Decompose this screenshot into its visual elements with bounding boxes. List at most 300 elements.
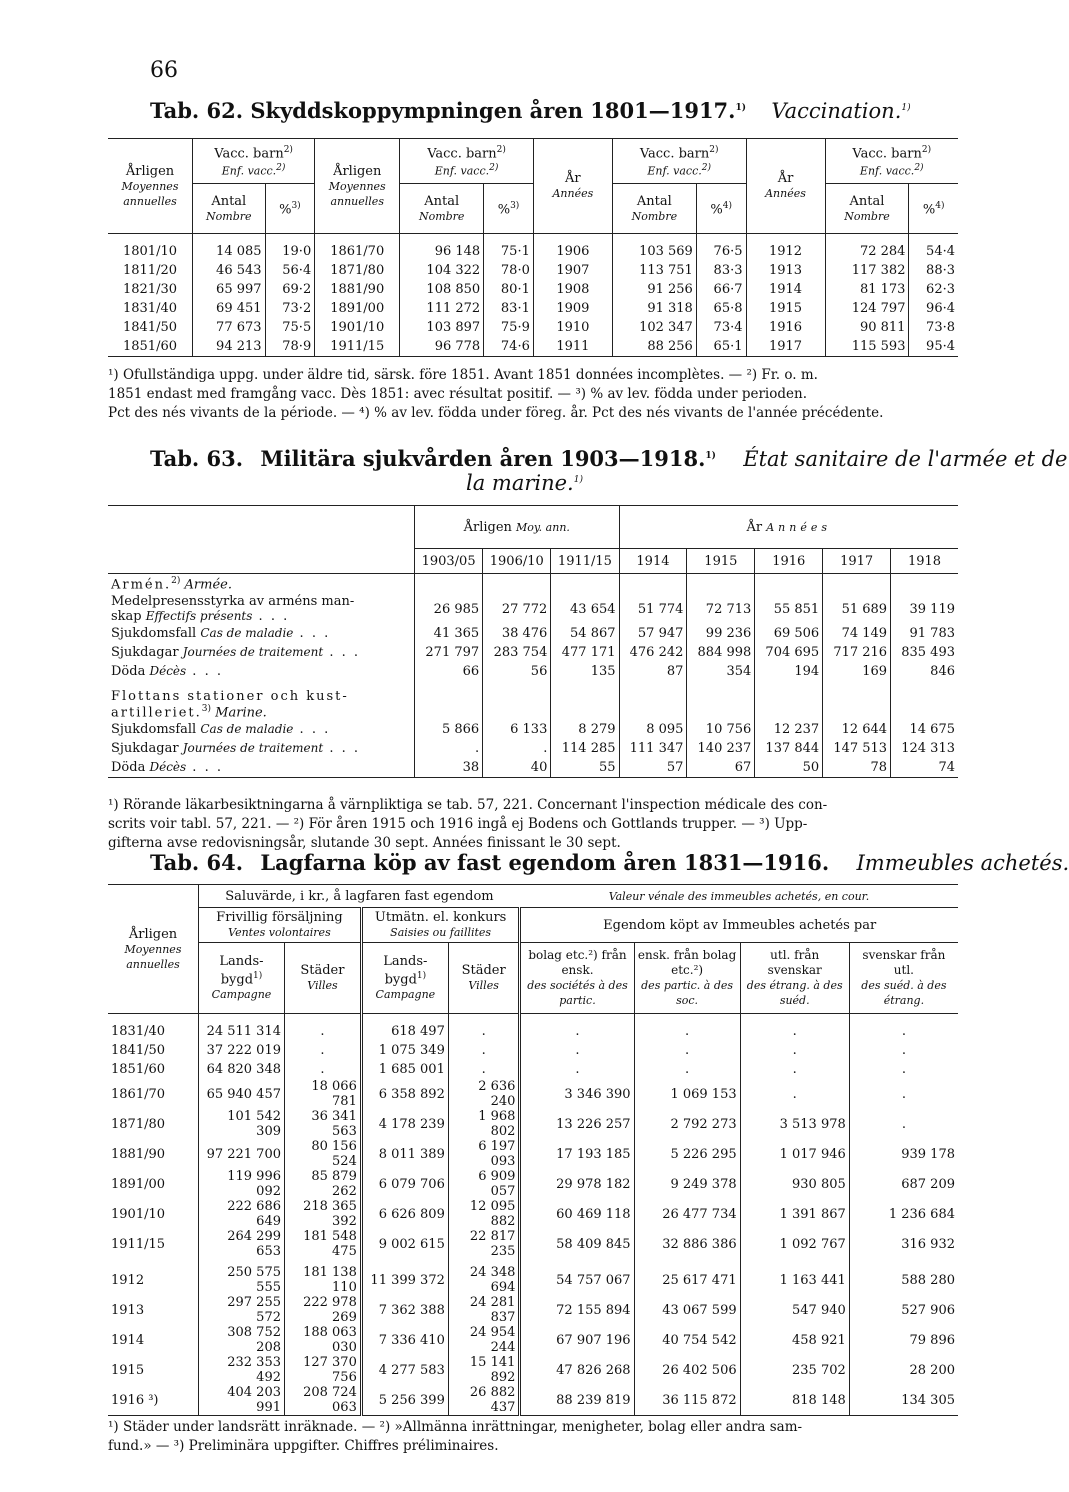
year-cell: 1891/00 <box>315 299 400 318</box>
year-cell: 1871/80 <box>111 1116 166 1132</box>
value-cell: 26 402 506 <box>634 1355 740 1385</box>
leader-dots: . . . <box>293 626 331 641</box>
row-label-fr: Cas de maladie <box>200 722 294 737</box>
value-cell: 36 341 563 <box>285 1109 362 1139</box>
value-cell: 75·1 <box>484 234 534 262</box>
army-section-row <box>108 574 958 595</box>
value-cell: 2 792 273 <box>634 1109 740 1139</box>
value-cell: 67 907 196 <box>520 1325 634 1355</box>
value-cell: . <box>415 739 483 758</box>
table-row <box>108 720 958 739</box>
value-cell: 80·1 <box>484 280 534 299</box>
value-cell: 41 365 <box>415 624 483 643</box>
table-row <box>108 1041 958 1060</box>
tab62-footnote: 1851 endast med framgång vacc. Dès 1851: avec résultat positif. — ³) % av lev. födda under perioden. <box>108 386 807 402</box>
value-cell: . <box>448 1041 520 1060</box>
tab64-body <box>108 1014 958 1416</box>
year-cell: 1861/70 <box>111 1086 166 1102</box>
value-cell: 6 358 892 <box>361 1079 448 1109</box>
value-cell: 26 882 437 <box>448 1385 520 1416</box>
value-cell: 57 <box>619 758 687 778</box>
value-cell: 6 197 093 <box>448 1139 520 1169</box>
tab63-footnote: scrits voir tabl. 57, 221. — ²) För åren 1915 och 1916 ingå ej Bodens och Gottlands trupper. — ³) Upp- <box>108 816 808 832</box>
section-label: Armén. <box>111 577 172 593</box>
year-cell: 1901/10 <box>315 318 400 337</box>
leader-dots: . . . <box>252 609 290 624</box>
value-cell: 66 <box>415 662 483 681</box>
value-cell: 127 370 756 <box>285 1355 362 1385</box>
value-cell: 88 256 <box>612 337 696 357</box>
table-row <box>108 1295 958 1325</box>
tab62-footnote: Pct des nés vivants de la période. — ⁴) % av lev. födda under föreg. år. Pct des nés vivants de l'année précédente. <box>108 405 884 421</box>
value-cell: . <box>285 1041 362 1060</box>
value-cell: 135 <box>551 662 619 681</box>
value-cell: 26 985 <box>415 594 483 624</box>
row-label: Sjukdomsfall <box>111 722 197 738</box>
year-cell: 1909 <box>533 299 612 318</box>
value-cell: 108 850 <box>400 280 484 299</box>
value-cell: . <box>448 1014 520 1042</box>
value-cell: 117 382 <box>825 261 909 280</box>
row-label-fr: Décès <box>149 760 187 775</box>
tab63-title-fr2: la marine.$^{1)}$ <box>466 471 583 495</box>
year-cell: 1913 <box>111 1302 145 1318</box>
value-cell: 54 757 067 <box>520 1259 634 1295</box>
footnote-ref: 2) <box>171 575 181 586</box>
value-cell: 65 940 457 <box>199 1079 285 1109</box>
tab64-head-frivillig: Frivillig försäljning Ventes volontaires <box>199 908 362 943</box>
tab63-table <box>108 505 958 778</box>
value-cell: 73·4 <box>696 318 746 337</box>
value-cell: 308 752 208 <box>199 1325 285 1355</box>
value-cell: 73·2 <box>265 299 315 318</box>
tab62-table: Årligen Moyennes annuelles Vacc. barn$^{2)}$ Enf. vacc.$^{2)}$ Årligen Moyennes annuelles Vacc. barn$^{2)}$ Enf. vacc.$^{2)}$ År Années Vacc. barn$^{2)}$ Enf. vacc.$^{2)}$ År Années Vacc. barn$^{2)}$ Enf. vacc.$^{2)}$ Antal Nombre %$^{3)}$ Antal Nombre %$^{3)}$ Antal Nombre %$^{4)}$ Antal Nombre %$^{4)}$ 1801/10 14 085 19·0 1861/70 96 148 75·1 1906 103 569 76·5 1912 72 284 54·4 1811/20 46 543 56·4 1871/80 104 322 78·0 1907 113 751 83·3 1913 117 382 88·3 1821/30 65 997 69·2 1881/90 108 850 80·1 1908 91 256 66·7 1914 81 173 62·3 1831/40 69 451 73·2 1891/00 111 272 83·1 1909 91 318 65·8 1915 124 797 96·4 1841/50 77 673 75·5 1901/10 103 897 75·9 1910 102 347 73·4 1916 90 811 73·8 1851/60 94 213 78·9 1911/15 96 778 74·6 1911 88 256 65·1 1917 115 593 95·4 <box>108 138 958 357</box>
value-cell: 72 284 <box>825 234 909 262</box>
value-cell: 476 242 <box>619 643 687 662</box>
row-label-fr: Cas de maladie <box>200 626 294 640</box>
value-cell: 3 346 390 <box>520 1079 634 1109</box>
value-cell: 222 686 649 <box>199 1199 285 1229</box>
year-cell: 1916 <box>746 318 825 337</box>
value-cell: . <box>520 1014 634 1042</box>
value-cell: 9 249 378 <box>634 1169 740 1199</box>
value-cell: 24 348 694 <box>448 1259 520 1295</box>
tab64-title-text: Lagfarna köp av fast egendom åren 1831—1916. <box>260 850 830 875</box>
tab62-col-vacc: Vacc. barn$^{2)}$ Enf. vacc.$^{2)}$ <box>193 139 315 184</box>
table-row <box>108 1385 958 1416</box>
value-cell: 222 978 269 <box>285 1295 362 1325</box>
value-cell: 6 626 809 <box>361 1199 448 1229</box>
value-cell: . <box>849 1041 958 1060</box>
tab62-col-ar-c: År Années <box>533 139 612 234</box>
value-cell: 96 148 <box>400 234 484 262</box>
year-cell: 1831/40 <box>122 301 177 316</box>
tab62-col-year-b: Årligen Moyennes annuelles <box>315 139 400 234</box>
value-cell: 29 978 182 <box>520 1169 634 1199</box>
value-cell: 77 673 <box>193 318 266 337</box>
value-cell: . <box>634 1060 740 1079</box>
page-number: 66 <box>150 58 178 83</box>
table-row <box>108 1355 958 1385</box>
value-cell: 101 542 309 <box>199 1109 285 1139</box>
value-cell: 22 817 235 <box>448 1229 520 1259</box>
year-cell: 1801/10 <box>122 244 177 259</box>
value-cell: . <box>634 1041 740 1060</box>
value-cell: 297 255 572 <box>199 1295 285 1325</box>
value-cell: 6 133 <box>483 720 551 739</box>
year-cell: 1901/10 <box>111 1206 166 1222</box>
value-cell: 264 299 653 <box>199 1229 285 1259</box>
table-row <box>108 1259 958 1295</box>
table-row <box>108 234 958 262</box>
value-cell: 1 163 441 <box>740 1259 849 1295</box>
value-cell: 124 313 <box>891 739 958 758</box>
tab63-period-1906-10: 1906/10 <box>483 549 551 574</box>
value-cell: 40 754 542 <box>634 1325 740 1355</box>
spacer-row <box>108 681 958 689</box>
tab64-table: Årligen Moyennes annuelles Saluvärde, i kr., å lagfaren fast egendom Valeur vénale des immeubles achetés, en cour. Frivillig försäljning Ventes volontaires Utmätn. el. konkurs Saisies ou faillites Egendom köpt av Immeubles achetés par Lands- bygd$^{1)}$ Campagne Städer Villes Lands- bygd$^{1)}$ Campagne Städer Villes bolag etc.²) från ensk. des sociétés à des partic. ensk. från bolag etc.²) des partic. à des soc. utl. från svenskar des étrang. à des suéd. svenskar från utl. des suéd. à des étrang. 1831/40 24 511 314 . 618 497 . . . . . 1841/50 37 222 019 . 1 075 349 . . . . . 1851/60 64 820 348 . 1 685 001 . . . . . 1861/70 65 940 457 18 066 781 6 358 892 2 636 240 3 346 390 1 069 153 . . 1871/80 101 542 309 36 341 563 4 178 239 1 968 802 13 226 257 2 792 273 3 513 978 . 1881/90 97 221 700 80 156 524 8 011 389 6 197 093 17 193 185 5 226 295 1 017 946 939 178 1891/00 119 996 092 85 879 262 6 079 706 6 909 057 29 978 182 9 249 378 930 805 687 209 1901/10 222 686 649 218 365 392 6 626 809 12 095 882 60 469 118 26 477 734 1 391 867 1 236 684 1911/15 264 299 653 181 548 475 9 002 615 22 817 235 58 409 845 32 886 386 1 092 767 316 932 1912 250 575 555 181 138 110 11 399 372 24 348 694 54 757 067 25 617 471 1 163 441 588 280 1913 297 255 572 222 978 269 7 362 388 24 281 837 72 155 894 43 067 599 547 940 527 906 1914 308 752 208 188 063 030 7 336 410 24 954 244 67 907 196 40 754 542 458 921 79 896 1915 232 353 492 127 370 756 4 277 583 15 141 892 47 826 268 26 402 506 235 702 28 200 1916 ³) 404 203 991 208 724 063 5 256 399 26 882 437 88 239 819 36 115 872 818 148 134 305 <box>108 884 958 1416</box>
tab63-title-fr: État sanitaire de l'armée et de <box>743 447 1068 471</box>
year-cell: 1914 <box>111 1332 145 1348</box>
value-cell: 43 067 599 <box>634 1295 740 1325</box>
value-cell: 6 079 706 <box>361 1169 448 1199</box>
value-cell: 56 <box>483 662 551 681</box>
year-cell: 1915 <box>746 299 825 318</box>
value-cell: 69 451 <box>193 299 266 318</box>
value-cell: 73·8 <box>909 318 958 337</box>
footnote-ref: 3) <box>201 704 212 714</box>
table-row <box>108 280 958 299</box>
row-label-cont: skap <box>111 609 142 624</box>
value-cell: 111 347 <box>619 739 687 758</box>
table-row <box>108 299 958 318</box>
value-cell: 60 469 118 <box>520 1199 634 1229</box>
value-cell: 188 063 030 <box>285 1325 362 1355</box>
value-cell: 37 222 019 <box>199 1041 285 1060</box>
value-cell: 113 751 <box>612 261 696 280</box>
value-cell: 10 756 <box>687 720 755 739</box>
value-cell: . <box>740 1041 849 1060</box>
value-cell: 79 896 <box>849 1325 958 1355</box>
year-cell: 1841/50 <box>111 1043 166 1058</box>
table-row <box>108 758 958 778</box>
value-cell: 547 940 <box>740 1295 849 1325</box>
year-cell: 1913 <box>746 261 825 280</box>
tab62-col-vacc-d: Vacc. barn$^{2)}$ Enf. vacc.$^{2)}$ <box>825 139 958 184</box>
value-cell: 181 138 110 <box>285 1259 362 1295</box>
tab62-title: Tab. 62. Skyddskoppympningen åren 1801—1917.$^{1)}$ Vaccination.$^{1)}$ <box>150 98 911 123</box>
value-cell: 72 713 <box>687 594 755 624</box>
tab62-number: Tab. 62. <box>150 98 244 123</box>
tab62-body <box>108 234 958 357</box>
navy-section-row <box>108 689 958 720</box>
table-row <box>108 1060 958 1079</box>
value-cell: 124 797 <box>825 299 909 318</box>
year-cell: 1811/20 <box>122 263 177 278</box>
value-cell: 717 216 <box>823 643 891 662</box>
tab63-period-1916: 1916 <box>755 549 823 574</box>
tab63-footnotes <box>108 796 827 853</box>
value-cell: 458 921 <box>740 1325 849 1355</box>
value-cell: 97 221 700 <box>199 1139 285 1169</box>
tab64-head-saluvarde: Saluvärde, i kr., å lagfaren fast egendom <box>199 885 520 908</box>
leader-dots: . . . <box>323 645 360 660</box>
value-cell: 55 <box>551 758 619 778</box>
value-cell: 36 115 872 <box>634 1385 740 1416</box>
value-cell: 404 203 991 <box>199 1385 285 1416</box>
value-cell: 55 851 <box>755 594 823 624</box>
value-cell: 74 149 <box>823 624 891 643</box>
value-cell: 271 797 <box>415 643 483 662</box>
value-cell: . <box>285 1060 362 1079</box>
year-cell: 1881/90 <box>111 1146 166 1162</box>
value-cell: 39 119 <box>891 594 958 624</box>
tab64-title <box>150 850 1069 875</box>
value-cell: 87 <box>619 662 687 681</box>
year-cell: 1821/30 <box>122 282 177 297</box>
year-cell: 1841/50 <box>122 320 177 335</box>
value-cell: 85 879 262 <box>285 1169 362 1199</box>
value-cell: 13 226 257 <box>520 1109 634 1139</box>
value-cell: 1 069 153 <box>634 1079 740 1109</box>
value-cell: . <box>849 1060 958 1079</box>
value-cell: 65·8 <box>696 299 746 318</box>
tab63-footnote: ¹) Rörande läkarbesiktningarna å värnpliktiga se tab. 57, 221. Concernant l'inspection médicale des con- <box>108 797 828 813</box>
value-cell: 119 996 092 <box>199 1169 285 1199</box>
table-row <box>108 1229 958 1259</box>
row-label-fr: Journées de traitement <box>182 645 324 659</box>
value-cell: 17 193 185 <box>520 1139 634 1169</box>
table-row <box>108 1325 958 1355</box>
value-cell: . <box>849 1109 958 1139</box>
value-cell: 51 689 <box>823 594 891 624</box>
table-row <box>108 1079 958 1109</box>
value-cell: 96·4 <box>909 299 958 318</box>
value-cell: 65 997 <box>193 280 266 299</box>
value-cell: 137 844 <box>755 739 823 758</box>
value-cell: 194 <box>755 662 823 681</box>
value-cell: 69·2 <box>265 280 315 299</box>
row-label-fr: Décès <box>149 664 187 678</box>
value-cell: 95·4 <box>909 337 958 357</box>
value-cell: 818 148 <box>740 1385 849 1416</box>
value-cell: 88·3 <box>909 261 958 280</box>
value-cell: 354 <box>687 662 755 681</box>
value-cell: 24 511 314 <box>199 1014 285 1042</box>
value-cell: 78·0 <box>484 261 534 280</box>
leader-dots: . . . <box>293 722 331 738</box>
value-cell: 218 365 392 <box>285 1199 362 1229</box>
value-cell: 66·7 <box>696 280 746 299</box>
year-cell: 1851/60 <box>108 337 193 357</box>
row-label: Sjukdomsfall <box>111 626 197 641</box>
value-cell: 5 256 399 <box>361 1385 448 1416</box>
value-cell: 9 002 615 <box>361 1229 448 1259</box>
tab63-period-1917: 1917 <box>823 549 891 574</box>
value-cell: 18 066 781 <box>285 1079 362 1109</box>
value-cell: . <box>740 1060 849 1079</box>
value-cell: 283 754 <box>483 643 551 662</box>
table-row <box>108 318 958 337</box>
value-cell: 26 477 734 <box>634 1199 740 1229</box>
value-cell: 94 213 <box>193 337 266 357</box>
value-cell: 1 685 001 <box>361 1060 448 1079</box>
tab64-number: Tab. 64. <box>150 850 244 875</box>
table-row <box>108 1169 958 1199</box>
value-cell: 6 909 057 <box>448 1169 520 1199</box>
tab63-period-1911-15: 1911/15 <box>551 549 619 574</box>
value-cell: 24 954 244 <box>448 1325 520 1355</box>
value-cell: 1 017 946 <box>740 1139 849 1169</box>
tab64-footnotes <box>108 1418 802 1456</box>
value-cell: 28 200 <box>849 1355 958 1385</box>
value-cell: 1 092 767 <box>740 1229 849 1259</box>
value-cell: 74 <box>891 758 958 778</box>
value-cell: 939 178 <box>849 1139 958 1169</box>
year-cell: 1881/90 <box>315 280 400 299</box>
value-cell: . <box>849 1014 958 1042</box>
value-cell: 62·3 <box>909 280 958 299</box>
year-cell: 1911 <box>533 337 612 357</box>
value-cell: 134 305 <box>849 1385 958 1416</box>
value-cell: 75·9 <box>484 318 534 337</box>
value-cell: 11 399 372 <box>361 1259 448 1295</box>
row-label: Döda <box>111 760 146 776</box>
value-cell: 103 569 <box>612 234 696 262</box>
value-cell: 208 724 063 <box>285 1385 362 1416</box>
tab62-title-fr: Vaccination. <box>771 99 902 123</box>
value-cell: 56·4 <box>265 261 315 280</box>
value-cell: 14 085 <box>193 234 266 262</box>
tab62-footnote: ¹) Ofullständiga uppg. under äldre tid, särsk. före 1851. Avant 1851 données incomplètes. — ²) Fr. o. m. <box>108 367 818 383</box>
value-cell: 884 998 <box>687 643 755 662</box>
tab64-head-egendom: Egendom köpt av Immeubles achetés par <box>520 908 958 943</box>
value-cell: 835 493 <box>891 643 958 662</box>
value-cell: 64 820 348 <box>199 1060 285 1079</box>
value-cell: 67 <box>687 758 755 778</box>
value-cell: 40 <box>483 758 551 778</box>
value-cell: 58 409 845 <box>520 1229 634 1259</box>
value-cell: . <box>634 1014 740 1042</box>
year-cell: 1831/40 <box>111 1024 166 1039</box>
value-cell: 5 866 <box>415 720 483 739</box>
value-cell: 91 783 <box>891 624 958 643</box>
year-cell: 1915 <box>111 1362 145 1378</box>
value-cell: 114 285 <box>551 739 619 758</box>
table-row <box>108 1199 958 1229</box>
value-cell: 46 543 <box>193 261 266 280</box>
table-row <box>108 1139 958 1169</box>
value-cell: 3 513 978 <box>740 1109 849 1139</box>
value-cell: 43 654 <box>551 594 619 624</box>
year-cell: 1911/15 <box>315 337 400 357</box>
year-cell: 1916 ³) <box>108 1385 199 1416</box>
value-cell: 930 805 <box>740 1169 849 1199</box>
value-cell: 316 932 <box>849 1229 958 1259</box>
value-cell: 74·6 <box>484 337 534 357</box>
section-label-cont: artilleriet. <box>111 705 202 721</box>
section-label: Flottans stationer och kust- <box>111 689 349 704</box>
value-cell: 78·9 <box>265 337 315 357</box>
year-cell: 1912 <box>746 234 825 262</box>
tab64-title-fr: Immeubles achetés. <box>856 851 1069 875</box>
tab64-head-utmatn: Utmätn. el. konkurs Saisies ou faillites <box>361 908 520 943</box>
tab63-title: Tab. 63. Militära sjukvården åren 1903—1918.$^{1)}$ État sanitaire de l'armée et de <box>150 446 1068 471</box>
value-cell: 12 237 <box>755 720 823 739</box>
value-cell: 72 155 894 <box>520 1295 634 1325</box>
value-cell: 5 226 295 <box>634 1139 740 1169</box>
value-cell: 8 279 <box>551 720 619 739</box>
value-cell: 8 095 <box>619 720 687 739</box>
table-row <box>108 662 958 681</box>
value-cell: 50 <box>755 758 823 778</box>
value-cell: . <box>448 1060 520 1079</box>
value-cell: 96 778 <box>400 337 484 357</box>
tab62-col-ar-d: År Années <box>746 139 825 234</box>
year-cell: 1906 <box>533 234 612 262</box>
value-cell: 14 675 <box>891 720 958 739</box>
year-cell: 1891/00 <box>111 1176 166 1192</box>
leader-dots: . . . <box>186 664 223 679</box>
value-cell: 147 513 <box>823 739 891 758</box>
value-cell: . <box>740 1014 849 1042</box>
value-cell: 51 774 <box>619 594 687 624</box>
tab62-col-vacc-c: Vacc. barn$^{2)}$ Enf. vacc.$^{2)}$ <box>612 139 746 184</box>
value-cell: 4 277 583 <box>361 1355 448 1385</box>
year-cell: 1911/15 <box>111 1236 166 1252</box>
value-cell: 81 173 <box>825 280 909 299</box>
value-cell: 115 593 <box>825 337 909 357</box>
value-cell: . <box>520 1041 634 1060</box>
row-label-fr: Journées de traitement <box>182 741 324 756</box>
value-cell: 25 617 471 <box>634 1259 740 1295</box>
value-cell: 102 347 <box>612 318 696 337</box>
year-cell: 1907 <box>533 261 612 280</box>
value-cell: 232 353 492 <box>199 1355 285 1385</box>
value-cell: . <box>285 1014 362 1042</box>
value-cell: 235 702 <box>740 1355 849 1385</box>
tab63-period-1918: 1918 <box>891 549 958 574</box>
tab63-body <box>108 574 958 778</box>
value-cell: 12 095 882 <box>448 1199 520 1229</box>
value-cell: 140 237 <box>687 739 755 758</box>
row-label: Medelpresensstyrka av arméns man- <box>111 594 355 609</box>
value-cell: 704 695 <box>755 643 823 662</box>
tab63-period-1903-05: 1903/05 <box>415 549 483 574</box>
value-cell: 7 362 388 <box>361 1295 448 1325</box>
table-row <box>108 643 958 662</box>
tab64-footnote: ¹) Städer under landsrätt inräknade. — ²) »Allmänna inrättningar, menigheter, bolag eller andra sam- <box>108 1419 803 1435</box>
table-row <box>108 624 958 643</box>
year-cell: 1871/80 <box>315 261 400 280</box>
value-cell: 24 281 837 <box>448 1295 520 1325</box>
value-cell: 588 280 <box>849 1259 958 1295</box>
table-row <box>108 337 958 357</box>
tab64-head-valeur: Valeur vénale des immeubles achetés, en cour. <box>608 889 870 903</box>
tab63-head-arligen: Årligen Moy. ann. <box>415 506 620 549</box>
year-cell: 1861/70 <box>315 234 400 262</box>
tab63-period-1914: 1914 <box>619 549 687 574</box>
year-cell: 1917 <box>746 337 825 357</box>
value-cell: 1 075 349 <box>361 1041 448 1060</box>
value-cell: 527 906 <box>849 1295 958 1325</box>
value-cell: 846 <box>891 662 958 681</box>
value-cell: 69 506 <box>755 624 823 643</box>
row-label: Sjukdagar <box>111 741 179 757</box>
value-cell: . <box>849 1079 958 1109</box>
value-cell: 32 886 386 <box>634 1229 740 1259</box>
value-cell: 54·4 <box>909 234 958 262</box>
